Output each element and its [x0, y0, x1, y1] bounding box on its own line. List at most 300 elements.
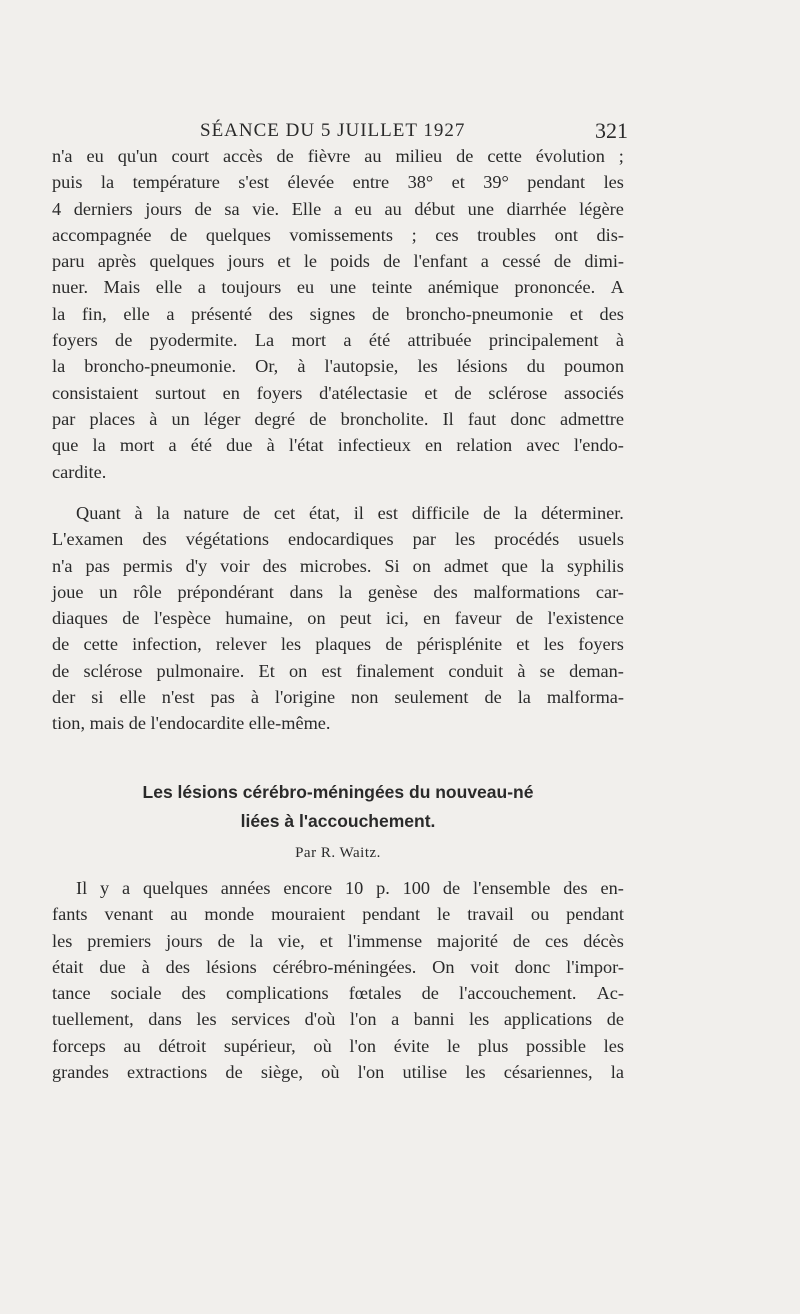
word: des — [181, 983, 206, 1004]
word: était — [52, 956, 84, 977]
word: humaine, — [225, 608, 293, 629]
word: des — [563, 878, 588, 898]
word: relever — [215, 634, 267, 655]
word: derniers — [73, 198, 133, 219]
word: malformations — [473, 581, 581, 602]
word: de — [606, 1009, 624, 1030]
word: l'on — [349, 1035, 377, 1056]
word: places — [89, 408, 136, 429]
text-line — [52, 1033, 624, 1059]
text-line — [52, 301, 624, 327]
word: si — [91, 687, 104, 708]
word: accompagnée — [52, 224, 152, 245]
word: la — [514, 503, 528, 523]
word: s'est — [238, 172, 270, 193]
text-line — [52, 169, 624, 195]
word: il — [353, 503, 364, 523]
word: se — [539, 660, 555, 681]
word: de — [122, 608, 140, 629]
word: végétations — [185, 529, 269, 550]
word: prononcée. — [514, 277, 596, 298]
word: l'on — [357, 1062, 385, 1083]
word: en — [424, 435, 443, 456]
word: voit — [470, 956, 499, 977]
word: Il — [76, 878, 88, 898]
word: a — [480, 251, 489, 272]
word: un — [99, 581, 118, 602]
word: car- — [595, 581, 624, 602]
word: où — [313, 1035, 332, 1056]
word: a — [333, 198, 342, 219]
word: césariennes, — [503, 1062, 593, 1083]
word: l'endocardite — [150, 713, 245, 734]
word: de — [225, 1062, 243, 1083]
word: L'examen — [52, 529, 124, 550]
text-line — [52, 327, 624, 353]
text-line — [52, 500, 624, 526]
word: elle-même. — [248, 713, 331, 734]
text-line — [52, 406, 624, 432]
word: élevée — [287, 172, 335, 193]
word: l'état — [288, 435, 324, 456]
word: et — [516, 634, 530, 655]
word: des — [599, 303, 624, 324]
section-heading-line-2: liées à l'accouchement. — [240, 811, 436, 831]
word: le — [437, 904, 451, 925]
word: de — [128, 713, 146, 734]
word: et — [569, 303, 583, 324]
word: deman- — [569, 660, 624, 681]
word: court — [171, 146, 210, 166]
word: fants — [52, 904, 88, 925]
word: la — [92, 435, 106, 456]
word: a — [168, 435, 177, 456]
word: de — [52, 634, 70, 655]
word: eu — [86, 146, 104, 166]
word: où — [321, 1062, 340, 1083]
word: des — [262, 555, 287, 576]
word: associés — [563, 382, 624, 403]
word: l'endo- — [573, 435, 624, 456]
word: dis- — [596, 224, 624, 245]
word: fin, — [81, 303, 107, 324]
word: à — [149, 408, 158, 429]
word: attribuée — [407, 330, 472, 351]
word: détroit — [158, 1035, 207, 1056]
word: les — [417, 356, 438, 377]
text-line — [52, 553, 624, 579]
word: évite — [393, 1035, 430, 1056]
text-line — [52, 954, 624, 980]
word: que — [52, 435, 79, 456]
word: au — [364, 146, 382, 166]
word: on — [412, 555, 431, 576]
word: l'existence — [547, 608, 624, 629]
word: l'origine — [274, 687, 336, 708]
word: voir — [220, 555, 250, 576]
word: extractions — [127, 1062, 208, 1083]
word: conduit — [448, 660, 504, 681]
text-line — [52, 684, 624, 710]
word: sclérose — [488, 382, 548, 403]
word: avec — [526, 435, 560, 456]
word: les — [468, 1009, 490, 1030]
word: peut — [339, 608, 372, 629]
word: l'espèce — [153, 608, 211, 629]
word: 38° — [407, 172, 434, 193]
word: lésions — [205, 956, 257, 977]
word: vomissements — [289, 224, 393, 245]
word: on — [288, 660, 308, 681]
text-line — [52, 928, 624, 954]
word: monde — [204, 904, 255, 925]
word: a — [122, 878, 131, 898]
text-line — [52, 222, 624, 248]
word: Il — [442, 408, 454, 429]
word: d'atélectasie — [319, 382, 408, 403]
word: cette — [83, 634, 118, 655]
word: sclérose — [83, 660, 143, 681]
word: la — [156, 503, 170, 523]
word: faut — [467, 408, 497, 429]
word: à — [141, 956, 150, 977]
word: dans — [148, 1009, 182, 1030]
word: de — [217, 930, 235, 951]
word: sociale — [110, 983, 162, 1004]
word: plus — [477, 1035, 509, 1056]
text-line — [52, 353, 624, 379]
word: rôle — [133, 581, 162, 602]
word: paru — [52, 251, 85, 272]
word: des — [142, 529, 167, 550]
word: en — [222, 382, 240, 403]
word: a — [343, 330, 352, 351]
text-line — [52, 380, 624, 406]
word: elle — [123, 303, 150, 324]
text-line — [52, 248, 624, 274]
word: encore — [283, 878, 333, 898]
word: 39° — [483, 172, 509, 193]
word: de — [115, 330, 133, 351]
word: foyers — [578, 634, 624, 655]
word: elle — [119, 687, 146, 708]
word: 10 — [344, 878, 364, 898]
word: signes — [309, 303, 356, 324]
word: à — [297, 356, 306, 377]
word: été — [368, 330, 391, 351]
word: broncho-pneumonie. — [84, 356, 237, 377]
word: lésions — [456, 356, 508, 377]
word: a — [391, 1009, 400, 1030]
word: les — [454, 529, 476, 550]
word: d'y — [185, 555, 208, 576]
word: quelques — [205, 224, 271, 245]
word: entre — [352, 172, 390, 193]
word: de — [276, 146, 294, 166]
word: que — [501, 555, 528, 576]
word: forceps — [52, 1035, 106, 1056]
word: quelques — [142, 878, 208, 898]
text-line — [52, 1006, 624, 1032]
word: foyers — [256, 382, 303, 403]
word: due — [99, 956, 126, 977]
word: broncho-pneumonie — [405, 303, 554, 324]
word: a — [197, 277, 206, 298]
text-line — [52, 658, 624, 684]
text-line — [52, 631, 624, 657]
word: diaques — [52, 608, 108, 629]
word: plaques — [315, 634, 372, 655]
word: Mais — [103, 277, 141, 298]
word: syphilis — [566, 555, 624, 576]
word: principalement — [488, 330, 599, 351]
text-line — [52, 875, 624, 901]
word: des — [268, 303, 294, 324]
word: de — [371, 303, 390, 324]
word: et — [424, 382, 438, 403]
word: cardite. — [52, 461, 107, 482]
word: les — [280, 634, 302, 655]
word: des — [165, 956, 191, 977]
word: relation — [456, 435, 513, 456]
word: la — [249, 930, 263, 951]
text-line — [52, 143, 624, 169]
word: pas — [85, 555, 110, 576]
word: fièvre — [307, 146, 351, 166]
word: degré — [254, 408, 296, 429]
word: une — [467, 198, 495, 219]
word: elle — [155, 277, 183, 298]
text-line — [52, 526, 624, 552]
word: nature — [183, 503, 230, 523]
word: ; — [411, 224, 417, 245]
text-line — [52, 605, 624, 631]
running-title: SÉANCE DU 5 JUILLET 1927 — [200, 120, 466, 141]
word: venant — [104, 904, 154, 925]
word: par — [52, 408, 76, 429]
text-line — [52, 196, 624, 222]
word: troubles — [477, 224, 537, 245]
word: de — [309, 408, 327, 429]
word: la — [610, 1062, 624, 1083]
word: de — [242, 503, 261, 523]
word: périsplénite — [416, 634, 503, 655]
word: une — [329, 277, 357, 298]
word: der — [52, 687, 76, 708]
word: faveur — [454, 608, 502, 629]
word: 4 — [52, 198, 62, 219]
word: l'ensemble — [473, 878, 551, 898]
word: mouraient — [271, 904, 346, 925]
word: surtout — [155, 382, 206, 403]
word: d'où — [304, 1009, 336, 1030]
word: de — [383, 251, 401, 272]
word: seulement — [394, 687, 469, 708]
word: léger — [203, 408, 241, 429]
page-number: 321 — [595, 118, 628, 143]
word: la — [52, 356, 66, 377]
word: de — [456, 146, 474, 166]
word: début — [414, 198, 455, 219]
word: état, — [308, 503, 340, 523]
word: décès — [583, 930, 624, 951]
word: ont — [554, 224, 578, 245]
word: utilise — [402, 1062, 448, 1083]
word: de — [421, 983, 439, 1004]
word: évolution — [535, 146, 605, 166]
word: quelques — [149, 251, 215, 272]
word: l'on — [349, 1009, 377, 1030]
word: de — [194, 198, 212, 219]
word: l'enfant — [413, 251, 468, 272]
word: le — [303, 251, 318, 272]
text-line — [52, 1059, 624, 1085]
word: au — [170, 904, 188, 925]
word: usuels — [578, 529, 624, 550]
word: la — [338, 581, 353, 602]
word: Quant — [76, 503, 121, 523]
word: et — [319, 930, 333, 951]
word: consistaient — [52, 382, 139, 403]
word: en- — [600, 878, 624, 898]
word: genèse — [367, 581, 418, 602]
text-line — [52, 901, 624, 927]
word: foyers — [52, 330, 98, 351]
word: température — [132, 172, 220, 193]
word: de — [442, 878, 461, 898]
word: et — [277, 251, 291, 272]
text-line — [52, 432, 624, 458]
word: vie, — [277, 930, 305, 951]
word: pas — [210, 687, 235, 708]
word: à — [266, 435, 275, 456]
word: les — [543, 634, 564, 655]
word: broncholite. — [340, 408, 429, 429]
word: anémique — [427, 277, 499, 298]
word: y — [100, 878, 110, 898]
word: du — [526, 356, 545, 377]
word: toujours — [221, 277, 282, 298]
word: mort — [291, 330, 327, 351]
word: de — [483, 503, 501, 523]
word: n'est — [161, 687, 195, 708]
word: déterminer. — [541, 503, 624, 523]
word: de — [52, 660, 70, 681]
word: de — [385, 634, 403, 655]
word: p. — [376, 878, 390, 898]
paragraph-1 — [52, 143, 624, 485]
word: de — [553, 251, 572, 272]
word: grandes — [52, 1062, 109, 1083]
word: supérieur, — [223, 1035, 296, 1056]
word: Et — [258, 660, 275, 681]
word: cet — [273, 503, 296, 523]
word: donc — [510, 408, 546, 429]
word: l'accouchement. — [458, 983, 577, 1004]
word: la — [52, 303, 66, 324]
word: n'a — [52, 146, 73, 166]
word: On — [432, 956, 455, 977]
word: non — [351, 687, 379, 708]
text-line — [52, 459, 624, 485]
word: accès — [223, 146, 263, 166]
word: infection, — [132, 634, 202, 655]
word: ces — [545, 930, 569, 951]
word: Or, — [255, 356, 279, 377]
section-heading-line-1: Les lésions cérébro-méningées du nouveau-né — [142, 782, 534, 802]
word: teinte — [371, 277, 413, 298]
word: l'impor- — [566, 956, 624, 977]
word: a — [166, 303, 175, 324]
word: les — [603, 1035, 624, 1056]
word: cette — [487, 146, 522, 166]
word: la — [517, 687, 531, 708]
word: milieu — [395, 146, 443, 166]
word: majorité — [437, 930, 498, 951]
word: permis — [122, 555, 173, 576]
word: après — [97, 251, 137, 272]
word: à — [250, 687, 259, 708]
word: de — [515, 608, 534, 629]
word: au — [123, 1035, 141, 1056]
word: banni — [413, 1009, 455, 1030]
word: ; — [618, 146, 624, 166]
word: fœtales — [348, 983, 402, 1004]
word: en — [423, 608, 441, 629]
word: poumon — [564, 356, 624, 377]
word: eu — [296, 277, 315, 298]
word: tion, — [52, 713, 86, 734]
word: prépondérant — [177, 581, 274, 602]
word: et — [451, 172, 465, 193]
word: n'a — [52, 555, 73, 576]
word: l'immense — [347, 930, 423, 951]
word: possible — [526, 1035, 586, 1056]
word: endocardiques — [288, 529, 394, 550]
word: dans — [289, 581, 324, 602]
word: été — [190, 435, 213, 456]
word: donc — [514, 956, 551, 977]
text-line — [52, 710, 624, 736]
word: services — [231, 1009, 291, 1030]
word: l'autopsie, — [324, 356, 399, 377]
word: est — [321, 660, 342, 681]
word: jours — [145, 198, 182, 219]
word: jours — [166, 930, 203, 951]
word: ou — [530, 904, 550, 925]
word: poids — [330, 251, 370, 272]
word: les — [196, 1009, 217, 1030]
word: présenté — [191, 303, 253, 324]
word: tance — [52, 983, 91, 1004]
word: vie. — [252, 198, 280, 219]
word: travail — [467, 904, 514, 925]
word: à — [517, 660, 526, 681]
word: mort — [119, 435, 155, 456]
word: procédés — [494, 529, 560, 550]
word: des — [433, 581, 458, 602]
word: à — [134, 503, 143, 523]
word: au — [384, 198, 402, 219]
word: mais — [89, 713, 125, 734]
section-heading — [52, 778, 624, 836]
word: la — [100, 172, 115, 193]
word: malforma- — [546, 687, 624, 708]
word: les — [603, 172, 624, 193]
word: par — [412, 529, 436, 550]
word: Elle — [291, 198, 322, 219]
text-line — [52, 274, 624, 300]
